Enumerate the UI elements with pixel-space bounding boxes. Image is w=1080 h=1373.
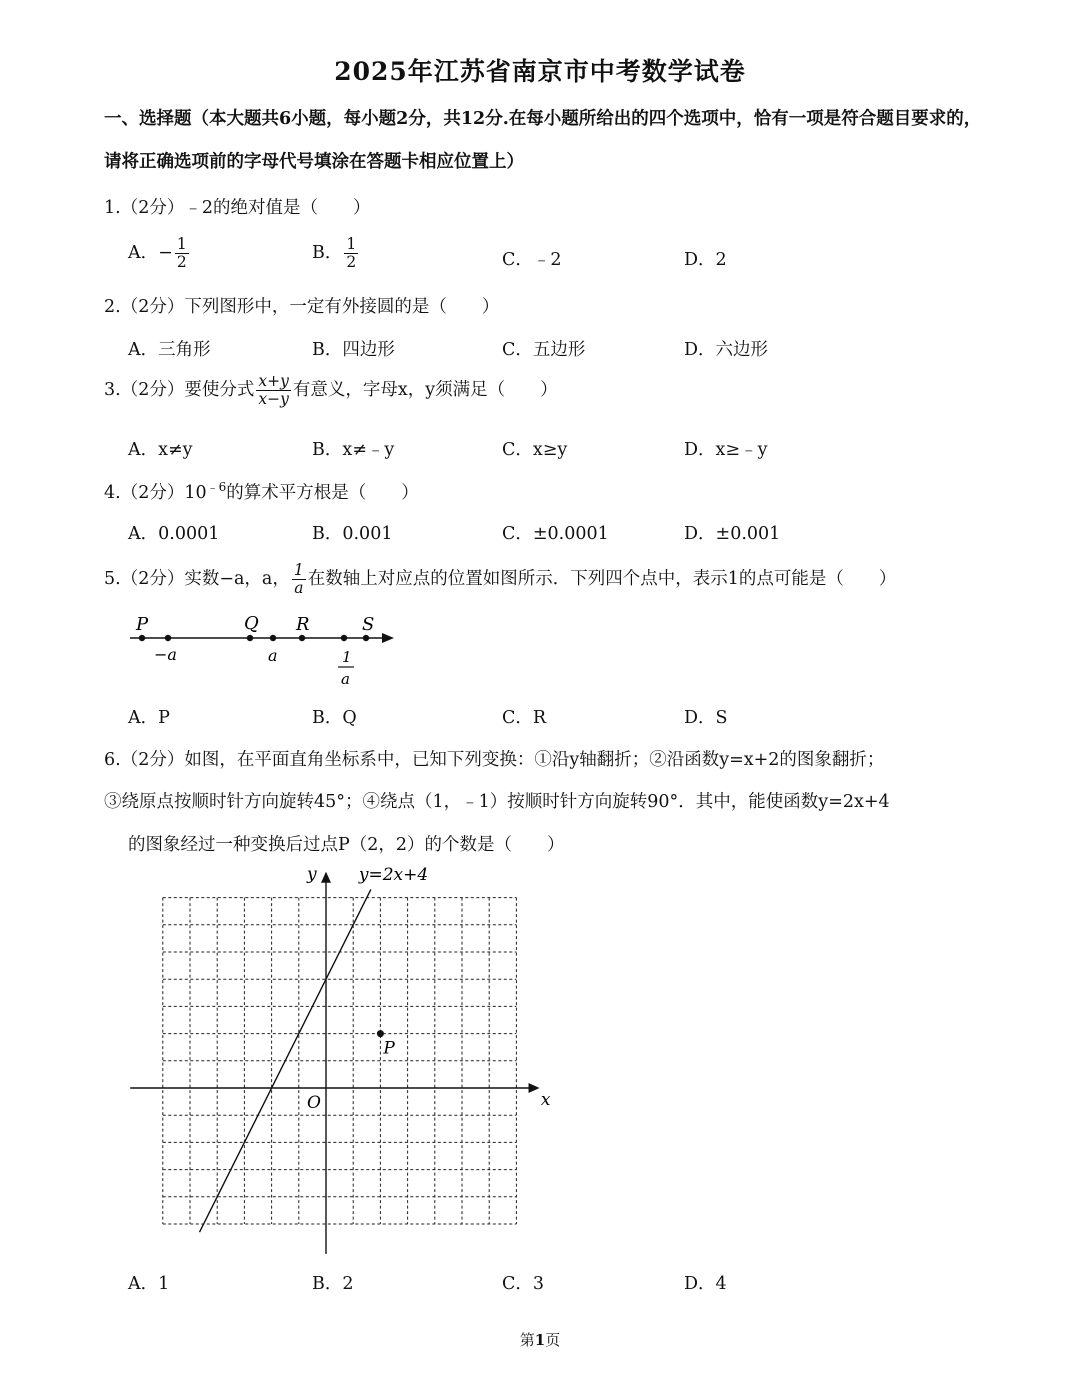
minus-sign: − xyxy=(158,243,173,263)
question-4-stem-start: 4.（2分）10 xyxy=(104,482,207,503)
point-p-dot xyxy=(377,1030,384,1037)
point-s-dot xyxy=(363,635,369,641)
question-1-option-c[interactable]: C．﹣2 xyxy=(502,250,562,270)
point-p-label: P xyxy=(383,1038,395,1059)
fraction-numerator: 1 xyxy=(346,235,357,253)
point-q-dot xyxy=(247,635,253,641)
question-3-option-b[interactable]: B．x≠﹣y xyxy=(312,440,395,460)
page-number-suffix: 页 xyxy=(545,1331,561,1349)
question-3-option-a[interactable]: A．x≠y xyxy=(128,440,193,460)
question-4-option-b[interactable]: B．0.001 xyxy=(312,524,393,544)
fraction-denominator: x−y xyxy=(258,390,289,408)
question-3-option-d[interactable]: D．x≥﹣y xyxy=(684,440,768,460)
label-neg-a: −a xyxy=(154,645,177,664)
origin-label: O xyxy=(307,1093,321,1113)
question-6-stem-line-1: 6.（2分）如图，在平面直角坐标系中，已知下列变换：①沿y轴翻折；②沿函数y=x+2的图象翻折； xyxy=(104,750,885,770)
y-axis-arrow-icon xyxy=(321,872,331,883)
fraction-numerator: x+y xyxy=(258,372,289,390)
question-4-option-a[interactable]: A．0.0001 xyxy=(128,524,220,544)
question-5-option-c[interactable]: C．R xyxy=(502,708,547,728)
question-5-stem-start: 5.（2分）实数−a，a， xyxy=(104,569,290,589)
section-heading: 一、选择题（本大题共6小题，每小题2分，共12分.在每小题所给出的四个选项中，恰有一项是符合题目要求的，请将正确选项前的字母代号填涂在答题卡相应位置上） xyxy=(104,109,982,172)
point-p-dot xyxy=(139,635,145,641)
page-title: 2025年江苏省南京市中考数学试卷 xyxy=(334,57,746,86)
number-line-arrow-icon xyxy=(382,633,394,643)
point-inv-a-dot xyxy=(341,635,347,641)
question-2-option-d[interactable]: D．六边形 xyxy=(684,340,769,360)
coordinate-plane-figure xyxy=(124,862,551,1254)
question-5-option-b[interactable]: B．Q xyxy=(312,708,357,728)
question-5-stem xyxy=(104,562,896,597)
question-3-stem xyxy=(104,373,558,408)
question-2-stem: 2.（2分）下列图形中，一定有外接圆的是（ ） xyxy=(104,297,500,317)
question-4-option-c[interactable]: C．±0.0001 xyxy=(502,524,609,544)
question-1-option-d[interactable]: D．2 xyxy=(684,250,727,270)
question-5-stem-end: 在数轴上对应点的位置如图所示．下列四个点中，表示1的点可能是（ ） xyxy=(307,569,897,589)
question-3-stem-end: 有意义，字母x，y须满足（ ） xyxy=(292,380,558,400)
question-4-stem-end: 的算术平方根是（ ） xyxy=(226,482,419,503)
fraction-denominator: a xyxy=(294,579,304,597)
point-label-p: P xyxy=(136,614,149,635)
number-line-figure xyxy=(126,612,406,692)
question-6-option-b[interactable]: B．2 xyxy=(312,1274,354,1294)
x-axis-arrow-icon xyxy=(529,1083,540,1093)
point-neg-a-dot xyxy=(165,635,171,641)
label-inv-a-num: 1 xyxy=(342,648,352,666)
fraction xyxy=(292,562,306,597)
label-a: a xyxy=(268,646,278,665)
question-2-option-b[interactable]: B．四边形 xyxy=(312,340,395,360)
question-6-option-a[interactable]: A．1 xyxy=(128,1274,170,1294)
page-number xyxy=(0,1329,1080,1350)
x-axis-label: x xyxy=(540,1090,551,1110)
question-5-option-a[interactable]: A．P xyxy=(128,708,170,728)
fraction xyxy=(256,373,291,408)
exponent: ﹣6 xyxy=(206,480,227,494)
question-5-option-d[interactable]: D．S xyxy=(684,708,728,728)
point-label-q: Q xyxy=(244,613,259,634)
point-a-dot xyxy=(270,635,276,641)
question-1-stem: 1.（2分）﹣2的绝对值是（ ） xyxy=(104,198,371,218)
line-equation-label: y=2x+4 xyxy=(358,864,429,885)
option-label: A． xyxy=(128,243,159,263)
question-6-stem-line-2: ③绕原点按顺时针方向旋转45°；④绕点（1，﹣1）按顺时针方向旋转90°．其中，能使函数y=2x+4 xyxy=(104,792,890,812)
question-4-option-d[interactable]: D．±0.001 xyxy=(684,524,781,544)
question-3-option-c[interactable]: C．x≥y xyxy=(502,440,568,460)
question-6-option-d[interactable]: D．4 xyxy=(684,1274,727,1294)
fraction-numerator: 1 xyxy=(293,561,304,579)
y-axis-label: y xyxy=(307,864,317,885)
question-1-option-b[interactable] xyxy=(312,236,360,271)
label-inv-a-den: a xyxy=(341,670,350,688)
question-2-option-a[interactable]: A．三角形 xyxy=(128,340,211,360)
question-1-option-a[interactable] xyxy=(128,236,191,271)
point-label-r: R xyxy=(296,614,310,635)
fraction xyxy=(344,236,358,271)
option-label: B． xyxy=(312,243,343,263)
point-r-dot xyxy=(299,635,305,641)
question-4-stem xyxy=(104,478,419,504)
fraction-denominator: 2 xyxy=(176,253,187,271)
page-number-prefix: 第 xyxy=(519,1331,535,1349)
grid-lines xyxy=(163,898,517,1224)
fraction xyxy=(175,236,189,271)
question-6-option-c[interactable]: C．3 xyxy=(502,1274,545,1294)
page-number-value: 1 xyxy=(534,1331,546,1349)
question-6-stem-line-3: 的图象经过一种变换后过点P（2，2）的个数是（ ） xyxy=(128,835,565,855)
fraction-numerator: 1 xyxy=(176,235,187,253)
question-3-stem-start: 3.（2分）要使分式 xyxy=(104,380,255,400)
point-label-s: S xyxy=(362,614,375,635)
fraction-denominator: 2 xyxy=(346,253,357,271)
question-2-option-c[interactable]: C．五边形 xyxy=(502,340,586,360)
